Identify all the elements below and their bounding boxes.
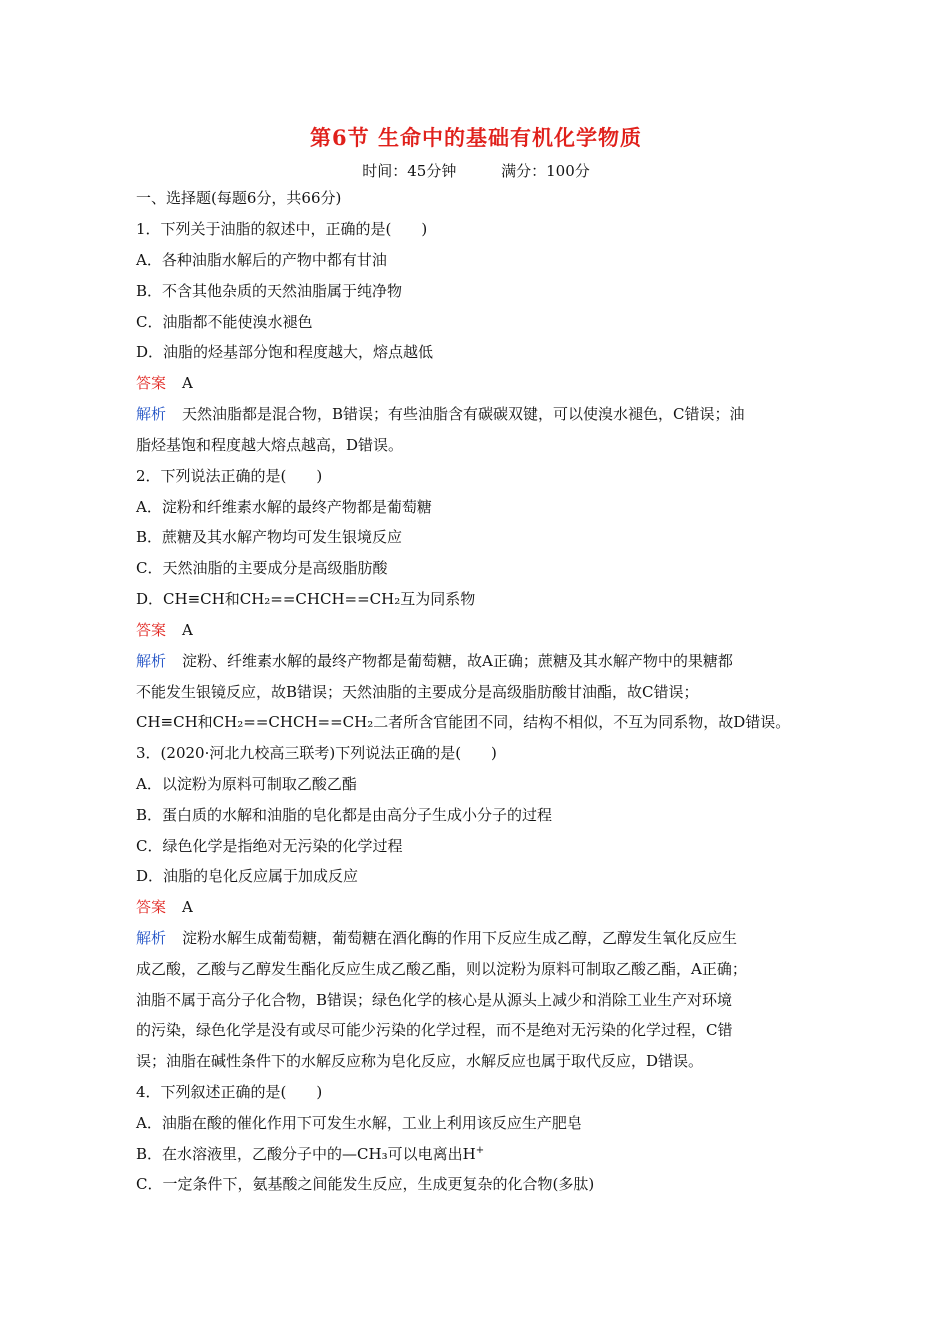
question-3-analysis-line-1: 解析 淀粉水解生成葡萄糖，葡萄糖在酒化酶的作用下反应生成乙醇，乙醇发生氧化反应生 (136, 929, 738, 947)
question-3-stem: 3．(2020·河北九校高三联考)下列说法正确的是( ) (136, 744, 497, 762)
question-3-option-a: A．以淀粉为原料可制取乙酸乙酯 (136, 775, 357, 793)
question-2-option-a: A．淀粉和纤维素水解的最终产物都是葡萄糖 (136, 498, 432, 516)
question-1-analysis-line-1: 解析 天然油脂都是混合物，B错误；有些油脂含有碳碳双键，可以使溴水褪色，C错误；油 (136, 405, 745, 423)
question-2-answer (136, 620, 193, 640)
superscript-plus: + (475, 1145, 485, 1156)
question-1-answer (136, 373, 193, 393)
answer-label: 答案 (136, 898, 167, 916)
question-4-option-c: C．一定条件下，氨基酸之间能发生反应，生成更复杂的化合物(多肽) (136, 1175, 595, 1193)
question-2-analysis-line-2: 不能发生银镜反应，故B错误；天然油脂的主要成分是高级脂肪酸甘油酯，故C错误； (136, 683, 699, 701)
page-title: 第6节 生命中的基础有机化学物质 (310, 125, 642, 150)
question-3-answer (136, 897, 193, 917)
exam-meta (136, 160, 816, 181)
question-1-option-c: C．油脂都不能使溴水褪色 (136, 313, 313, 331)
question-3-analysis-line-3: 油脂不属于高分子化合物，B错误；绿色化学的核心是从源头上减少和消除工业生产对环境 (136, 991, 733, 1009)
question-2-option-d: D．CH≡CH和CH₂==CHCH==CH₂互为同系物 (136, 590, 476, 608)
question-4-stem: 4．下列叙述正确的是( ) (136, 1083, 323, 1101)
question-3-option-d: D．油脂的皂化反应属于加成反应 (136, 867, 359, 885)
question-3-option-c: C．绿色化学是指绝对无污染的化学过程 (136, 837, 403, 855)
answer-value: A (182, 621, 193, 639)
question-1-option-b: B．不含其他杂质的天然油脂属于纯净物 (136, 282, 403, 300)
question-1-option-a: A．各种油脂水解后的产物中都有甘油 (136, 251, 387, 269)
question-3-analysis-line-5: 误；油脂在碱性条件下的水解反应称为皂化反应，水解反应也属于取代反应，D错误。 (136, 1052, 704, 1070)
question-3-analysis-line-2: 成乙酸，乙酸与乙醇发生酯化反应生成乙酸乙酯，则以淀粉为原料可制取乙酸乙酯，A正确； (136, 960, 747, 978)
analysis-label: 解析 (136, 652, 167, 670)
answer-value: A (182, 898, 193, 916)
answer-label: 答案 (136, 374, 167, 392)
question-2-option-b: B．蔗糖及其水解产物均可发生银境反应 (136, 528, 403, 546)
answer-label: 答案 (136, 621, 167, 639)
answer-value: A (182, 374, 193, 392)
full-score: 满分：100分 (501, 162, 590, 180)
question-1-option-d: D．油脂的烃基部分饱和程度越大，熔点越低 (136, 343, 434, 361)
time-limit: 时间：45分钟 (362, 162, 457, 180)
question-1-stem: 1．下列关于油脂的叙述中，正确的是( ) (136, 220, 428, 238)
question-3-analysis-line-4: 的污染，绿色化学是没有或尽可能少污染的化学过程，而不是绝对无污染的化学过程，C错 (136, 1021, 733, 1039)
section-heading: 一、选择题(每题6分，共66分) (136, 189, 342, 207)
question-4-option-a: A．油脂在酸的催化作用下可发生水解，工业上利用该反应生产肥皂 (136, 1114, 582, 1132)
question-3-option-b: B．蛋白质的水解和油脂的皂化都是由高分子生成小分子的过程 (136, 806, 553, 824)
question-2-analysis-line-1: 解析 淀粉、纤维素水解的最终产物都是葡萄糖，故A正确；蔗糖及其水解产物中的果糖都 (136, 652, 733, 670)
analysis-label: 解析 (136, 929, 167, 947)
question-2-option-c: C．天然油脂的主要成分是高级脂肪酸 (136, 559, 388, 577)
analysis-label: 解析 (136, 405, 167, 423)
question-2-stem: 2．下列说法正确的是( ) (136, 467, 323, 485)
question-4-option-b: B．在水溶液里，乙酸分子中的—CH₃可以电离出H+ (136, 1145, 485, 1163)
question-2-analysis-line-3: CH≡CH和CH₂==CHCH==CH₂二者所含官能团不同，结构不相似，不互为同系物，故D错误。 (136, 713, 791, 731)
question-1-analysis-line-2: 脂烃基饱和程度越大熔点越高，D错误。 (136, 436, 404, 454)
